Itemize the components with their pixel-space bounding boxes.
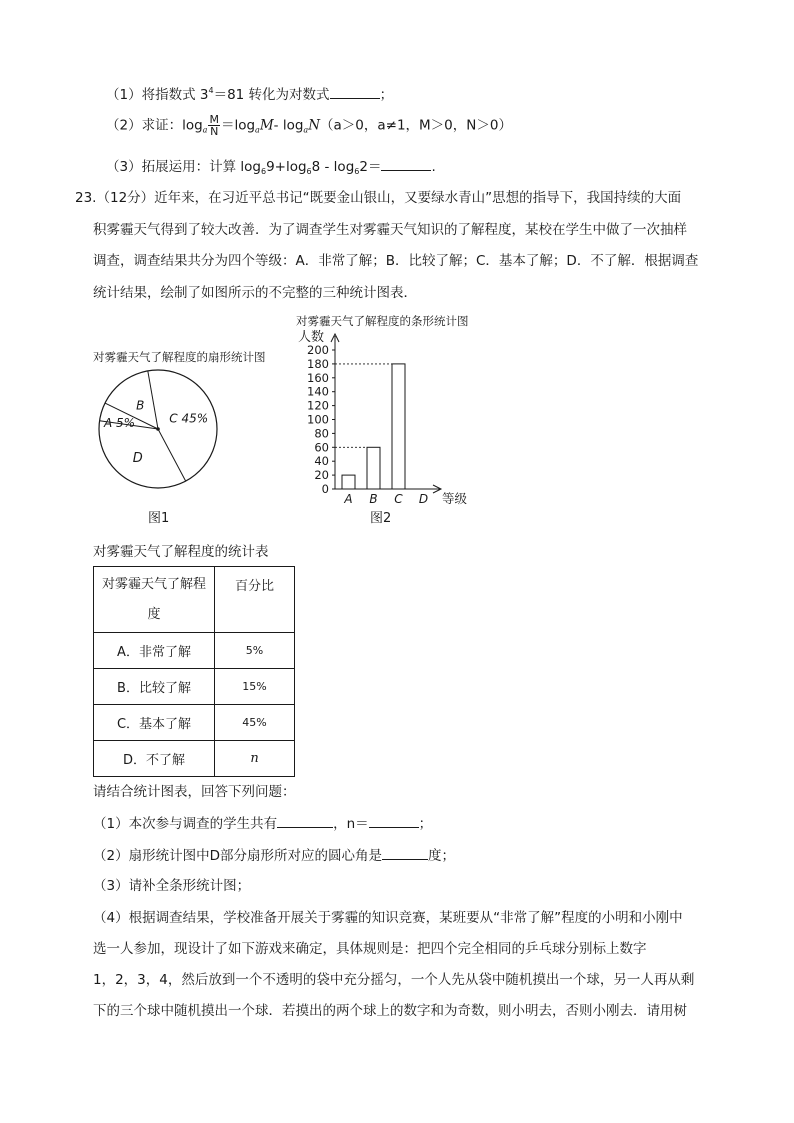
q23-subq4-line2: 选一人参加，现设计了如下游戏来确定，具体规则是：把四个完全相同的乒乓球分别标上数字 [93, 941, 647, 957]
bar-A [342, 475, 355, 489]
answer-blank[interactable] [382, 845, 428, 860]
pie-slice-edge-D [158, 429, 186, 481]
table-row [94, 669, 295, 705]
bar-chart-title: 对雾霾天气了解程度的条形统计图 [296, 314, 469, 328]
row-level: A．非常了解 [94, 633, 215, 669]
pie-label-B: B [136, 398, 145, 413]
header-level: 对雾霾天气了解程 度 [94, 567, 215, 633]
row-level: C．基本了解 [94, 705, 215, 741]
answer-blank[interactable] [381, 156, 431, 171]
y-tick-label: 200 [307, 343, 329, 357]
x-tick-label-D: D [418, 492, 429, 506]
row-percent: 5% [215, 633, 295, 669]
table-row [94, 741, 295, 777]
header-percent: 百分比 [215, 567, 295, 633]
q23-prompt: 请结合统计图表，回答下列问题： [93, 784, 296, 800]
pie-chart [95, 366, 220, 491]
q22-part3: （3）拓展运用：计算 $\log_69+\log_68 - \log_62=$ . [106, 156, 436, 182]
y-tick-label: 160 [307, 370, 329, 385]
y-tick-label: 20 [314, 468, 329, 483]
y-tick-label: 140 [307, 384, 329, 399]
q23-subq4-line4: 下的三个球中随机摸出一个球．若摸出的两个球上的数字和为奇数，则小明去，否则小刚去．请用树 [93, 1003, 687, 1019]
question-number: 23. [75, 190, 97, 206]
pie-label-A: A 5% [104, 416, 136, 430]
pie-label-C: C 45% [169, 411, 209, 426]
pie-center [156, 427, 160, 431]
answer-blank[interactable] [330, 84, 380, 99]
q23-subq4-line1: （4）根据调查结果，学校准备开展关于雾霾的知识竞赛，某班要从“非常了解”程度的小明和小刚中 [93, 910, 683, 926]
y-tick-label: 60 [314, 440, 329, 455]
y-tick-label: 0 [321, 482, 329, 496]
x-tick-label-B: B [369, 492, 378, 506]
x-axis-label: 等级 [442, 491, 468, 506]
row-percent: 45% [215, 705, 295, 741]
y-tick-label: 80 [314, 426, 329, 441]
x-tick-label-C: C [394, 492, 403, 506]
stat-table [93, 566, 295, 777]
row-percent: 15% [215, 669, 295, 705]
y-tick-label: 40 [314, 454, 329, 469]
answer-blank[interactable] [277, 813, 333, 828]
x-tick-label-A: A [344, 492, 353, 506]
q23-subq4-line3: 1，2，3，4，然后放到一个不透明的袋中充分摇匀，一个人先从袋中随机摸出一个球，另一人再从剩 [93, 972, 695, 988]
fraction-m-over-n: $\frac{M}{N}$ [209, 113, 219, 138]
bar-chart-caption: 图2 [370, 511, 392, 526]
bar-B [367, 447, 380, 489]
q22-part2: （2）求证：$\log_a$ $\frac{M}{N}$ $=\log_aM-$ $\log_aN(a>0$，a≠1，M＞0，N＞0） [106, 113, 512, 138]
q23-intro-line3: 调查，调查结果共分为四个等级：A．非常了解；B．比较了解；C．基本了解；D．不了解．根据调查 [93, 253, 699, 269]
pie-label-D: D [132, 451, 143, 466]
bar-chart [290, 326, 490, 512]
table-title: 对雾霾天气了解程度的统计表 [93, 544, 269, 560]
q23-intro-line4: 统计结果，绘制了如图所示的不完整的三种统计图表． [93, 285, 417, 301]
pie-chart-caption: 图1 [148, 511, 170, 526]
row-level: D．不了解 [94, 741, 215, 777]
q22-part1: （1）将指数式 $3^4=81$ 转化为对数式 ； [106, 86, 394, 103]
q23-intro-line2: 积雾霾天气得到了较大改善．为了调查学生对雾霾天气知识的了解程度，某校在学生中做了一次抽样 [93, 222, 687, 238]
row-level: B．比较了解 [94, 669, 215, 705]
y-tick-label: 180 [307, 356, 329, 371]
row-percent: n [215, 741, 295, 777]
q23-subq2: （2）扇形统计图中D部分扇形所对应的圆心角是 度； [93, 845, 455, 866]
bar-C [392, 364, 405, 489]
table-header-row [94, 567, 295, 633]
q23-subq1: （1）本次参与调查的学生共有 ，n＝ ； [93, 813, 432, 834]
table-row [94, 705, 295, 741]
q23-intro-line1: 23.（12分）近年来，在习近平总书记“既要金山银山，又要绿水青山”思想的指导下，我国持续的大面 [75, 190, 682, 206]
pie-chart-title: 对雾霾天气了解程度的扇形统计图 [93, 350, 266, 364]
y-tick-label: 120 [307, 398, 329, 413]
y-axis-label: 人数 [298, 330, 325, 345]
table-row [94, 633, 295, 669]
pie-slice-edge-C [148, 371, 158, 429]
answer-blank[interactable] [369, 813, 419, 828]
q23-subq3: （3）请补全条形统计图； [93, 878, 251, 894]
y-tick-label: 100 [307, 412, 329, 427]
